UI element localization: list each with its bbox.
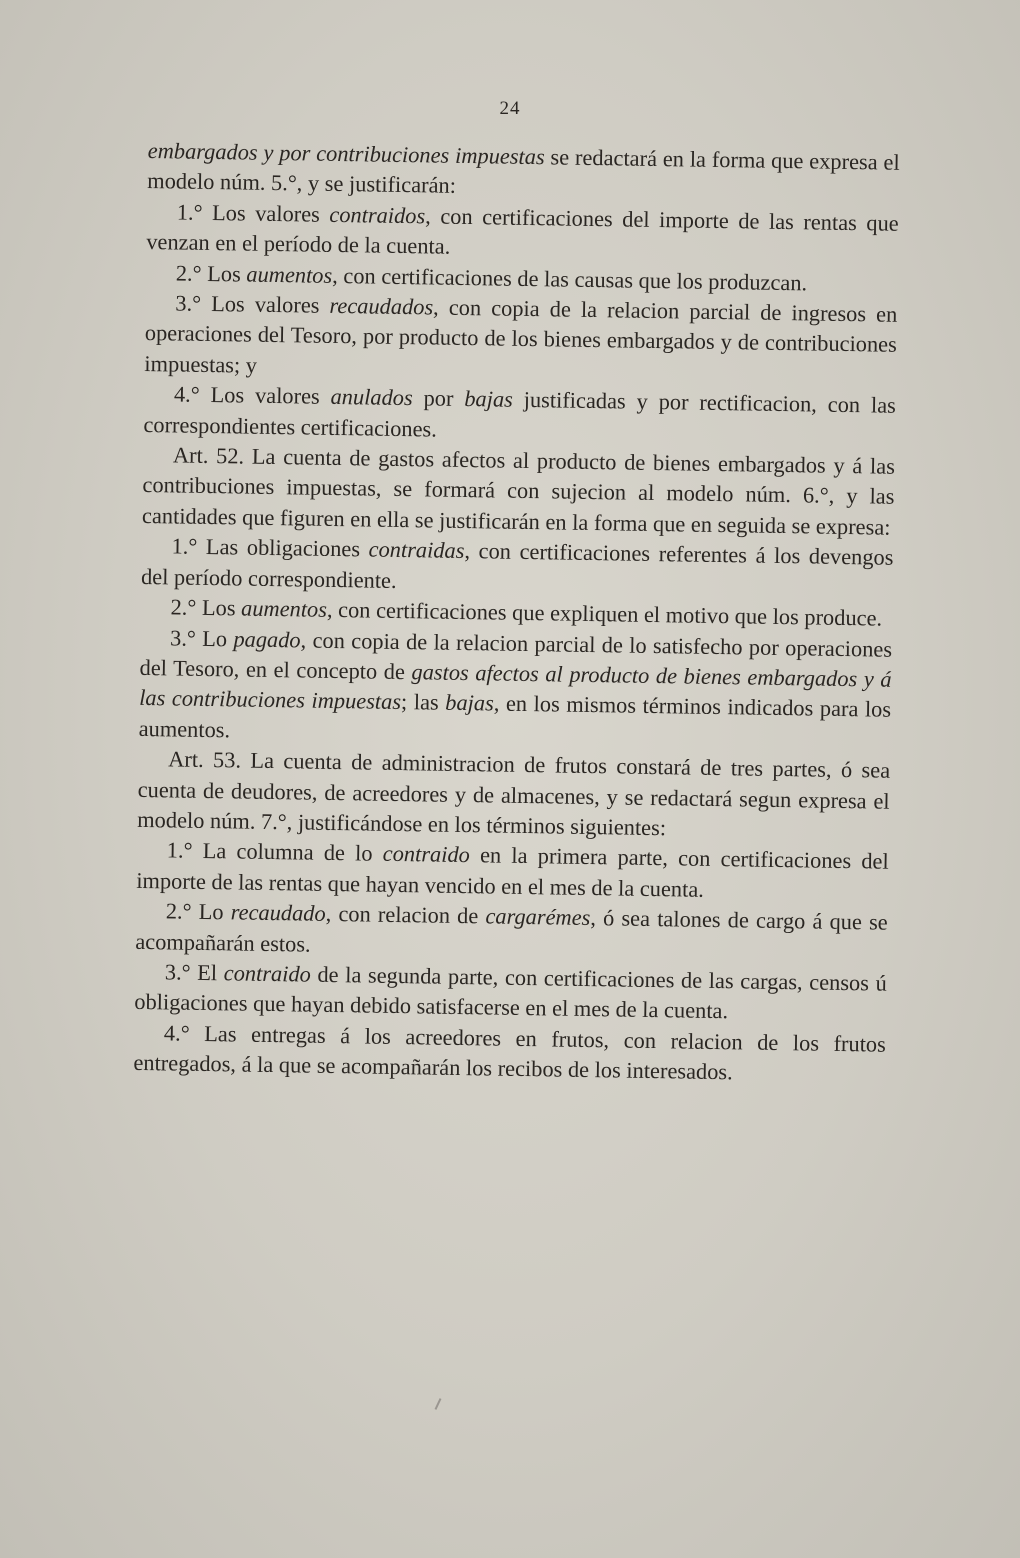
text-run: , en los mismos términos indicados para los aumentos.	[138, 690, 892, 743]
text-run: 4.° Las entregas á los acreedores en frutos, con relacion de los frutos entregados, á la que se acompañarán los recibos de los interesados.	[133, 1020, 887, 1085]
italic-text: contraido	[382, 841, 471, 868]
text-run: , con relacion de	[325, 901, 486, 929]
list-item-art52-3	[138, 622, 892, 755]
text-run: , con copia de la relacion parcial de lo satisfecho por operaciones del Tesoro, en el concepto de	[139, 626, 893, 685]
text-run: , con certificaciones del importe de las rentas que venzan en el período de la cuenta.	[146, 203, 899, 259]
text-run: , con certificaciones referentes á los devengos del período correspondiente.	[140, 538, 894, 593]
paragraph-intro	[147, 136, 900, 209]
italic-text: contraido	[223, 960, 312, 987]
article-52	[142, 440, 895, 543]
text-run: 3.° El	[164, 959, 224, 986]
text-run: ; las	[400, 689, 446, 716]
italic-text: aumentos	[240, 595, 328, 622]
body-text	[133, 136, 900, 1090]
text-run: , ó sea talones de cargo á que se acompañarán estos.	[135, 905, 888, 957]
text-run: 2.° Los	[170, 594, 242, 621]
list-item-art51-3	[144, 288, 897, 391]
text-run: 3.° Lo	[169, 624, 234, 651]
text-run: , con copia de la relacion parcial de ingresos en operaciones del Tesoro, por producto de los bienes embargados y de contribuciones impuestas; y	[144, 294, 898, 378]
page-number: 24	[499, 98, 521, 119]
italic-text: bajas	[464, 386, 514, 413]
text-run: se redactará en la forma que expresa el modelo núm. 5.°, y se justificarán:	[147, 144, 900, 199]
text-run: , con certificaciones que expliquen el motivo que los produce.	[326, 596, 883, 631]
italic-text: recaudados	[329, 292, 434, 320]
ink-mark	[435, 1398, 442, 1410]
text-run: Art. 53. La cuenta de administracion de frutos constará de tres partes, ó sea cuenta de deudores, de acreedores y de almacenes, y se redactará segun expresa el modelo núm. 7.°, justificándose en los términos siguientes:	[137, 746, 891, 841]
text-run: de la segunda parte, con certificaciones de las cargas, censos ú obligaciones que hayan debido satisfacerse en el mes de la cuenta.	[134, 961, 887, 1024]
article-53	[137, 744, 890, 847]
text-run: 1.° La columna de lo	[166, 837, 383, 867]
text-run: por	[412, 385, 465, 412]
text-run: en la primera parte, con certificaciones del importe de las rentas que hayan vencido en el mes de la cuenta.	[136, 842, 889, 902]
text-run: Art. 52. La cuenta de gastos afectos al producto de bienes embargados y á las contribuciones impuestas, se formará con sujecion al modelo núm. 6.°, y las cantidades que figuren en ella se justificarán en la forma que en seguida se expresa:	[141, 442, 896, 540]
italic-text: aumentos	[246, 261, 333, 288]
italic-text: bajas	[445, 690, 494, 716]
italic-text: contraidos	[329, 201, 426, 229]
italic-text: pagado	[233, 625, 301, 652]
text-run: 3.° Los valores	[175, 290, 330, 318]
italic-text: cargarémes	[485, 903, 591, 931]
text-run: 2.° Los	[175, 260, 247, 287]
italic-text: recaudado	[230, 899, 326, 927]
text-run: 1.° Las obligaciones	[171, 533, 369, 562]
italic-text: embargados y por contribuciones impuestas	[147, 137, 545, 170]
text-run: , con certificaciones de las causas que los produzcan.	[332, 262, 808, 295]
text-run: justificadas y por rectificacion, con las correspondientes certificaciones.	[143, 387, 897, 442]
italic-text: contraidas	[368, 536, 465, 564]
italic-text: anulados	[330, 384, 413, 411]
italic-text: gastos afectos al producto de bienes embargados y á las contribuciones impuestas	[138, 659, 892, 715]
list-item-art53-4	[133, 1018, 886, 1091]
text-run: 2.° Lo	[165, 898, 231, 925]
list-item-art51-1	[146, 197, 899, 270]
text-run: 4.° Los valores	[173, 381, 331, 410]
text-run: 1.° Los valores	[176, 199, 330, 227]
list-item-art53-3	[134, 957, 887, 1030]
